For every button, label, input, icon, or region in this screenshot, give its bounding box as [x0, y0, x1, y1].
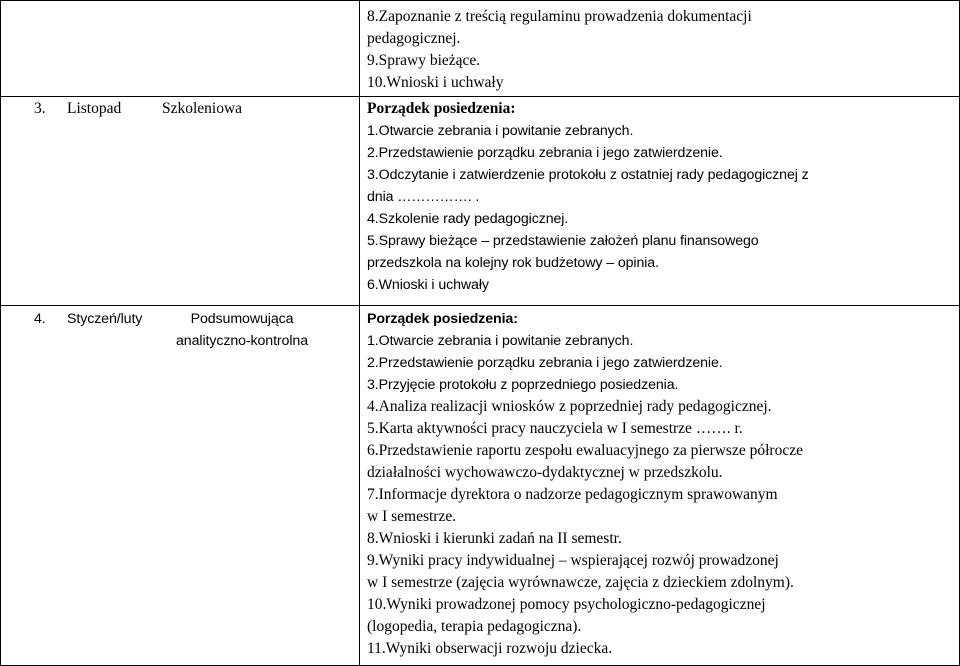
agenda-item: 8.Wnioski i kierunki zadań na II semestr. — [367, 530, 622, 547]
agenda-item: 8.Zapoznanie z treścią regulaminu prowadzenia dokumentacji — [367, 8, 752, 25]
meeting-agenda — [367, 98, 809, 296]
agenda-item: (logopedia, terapia pedagogiczna). — [367, 618, 582, 635]
agenda-item: 3.Przyjęcie protokołu z poprzedniego posiedzenia. — [367, 377, 679, 393]
row-divider-3 — [0, 96, 960, 97]
agenda-item: przedszkola na kolejny rok budżetowy – opinia. — [367, 255, 659, 271]
meeting-type: Szkoleniowa — [162, 100, 243, 117]
agenda-item: 5.Sprawy bieżące – przedstawienie założeń planu finansowego — [367, 233, 759, 249]
agenda-item: 5.Karta aktywności pracy nauczyciela w I semestrze ……. r. — [367, 420, 743, 437]
previous-row-agenda-continuation — [367, 6, 752, 94]
agenda-item: w I semestrze (zajęcia wyrównawcze, zajęcia z dzieckiem zdolnym). — [367, 574, 794, 591]
agenda-item: pedagogicznej. — [367, 30, 461, 47]
agenda-item: 10.Wyniki prowadzonej pomocy psychologiczno-pedagogicznej — [367, 596, 766, 613]
agenda-item: 1.Otwarcie zebrania i powitanie zebranych. — [367, 333, 634, 349]
table-border-left — [0, 0, 1, 666]
agenda-item: 9.Sprawy bieżące. — [367, 52, 481, 69]
meeting-type-line: analityczno-kontrolna — [176, 333, 308, 349]
row-number: 3. — [34, 100, 46, 117]
meeting-month: Styczeń/luty — [67, 311, 143, 327]
agenda-item: 2.Przedstawienie porządku zebrania i jego zatwierdzenie. — [367, 145, 723, 161]
agenda-heading: Porządek posiedzenia: — [367, 311, 518, 327]
agenda-heading: Porządek posiedzenia: — [367, 100, 516, 117]
agenda-item: dnia ……………. . — [367, 189, 480, 205]
row-divider-top — [0, 0, 960, 1]
agenda-item: w I semestrze. — [367, 508, 457, 525]
agenda-item: 3.Odczytanie i zatwierdzenie protokołu z ostatniej rady pedagogicznej z — [367, 167, 809, 183]
row-number: 4. — [34, 311, 46, 327]
agenda-item: 4.Szkolenie rady pedagogicznej. — [367, 211, 569, 227]
agenda-item: 9.Wyniki pracy indywidualnej – wspierającej rozwój prowadzonej — [367, 552, 779, 569]
column-divider-agenda — [359, 0, 360, 666]
row-divider-4 — [0, 305, 960, 306]
meeting-month: Listopad — [67, 100, 122, 117]
meeting-type-line: Podsumowująca — [190, 311, 294, 327]
agenda-item: 11.Wyniki obserwacji rozwoju dziecka. — [367, 640, 613, 657]
agenda-item: 4.Analiza realizacji wniosków z poprzedniej rady pedagogicznej. — [367, 398, 772, 415]
agenda-item: 7.Informacje dyrektora o nadzorze pedagogicznym sprawowanym — [367, 486, 778, 503]
agenda-item: 1.Otwarcie zebrania i powitanie zebranych. — [367, 123, 634, 139]
agenda-item: 2.Przedstawienie porządku zebrania i jego zatwierdzenie. — [367, 355, 723, 371]
meeting-agenda — [367, 308, 803, 660]
meeting-type — [162, 308, 322, 352]
agenda-item: 10.Wnioski i uchwały — [367, 74, 504, 91]
agenda-item: 6.Wnioski i uchwały — [367, 277, 489, 293]
agenda-item: 6.Przedstawienie raportu zespołu ewaluacyjnego za pierwsze półrocze — [367, 442, 803, 459]
agenda-item: działalności wychowawczo-dydaktycznej w przedszkolu. — [367, 464, 723, 481]
